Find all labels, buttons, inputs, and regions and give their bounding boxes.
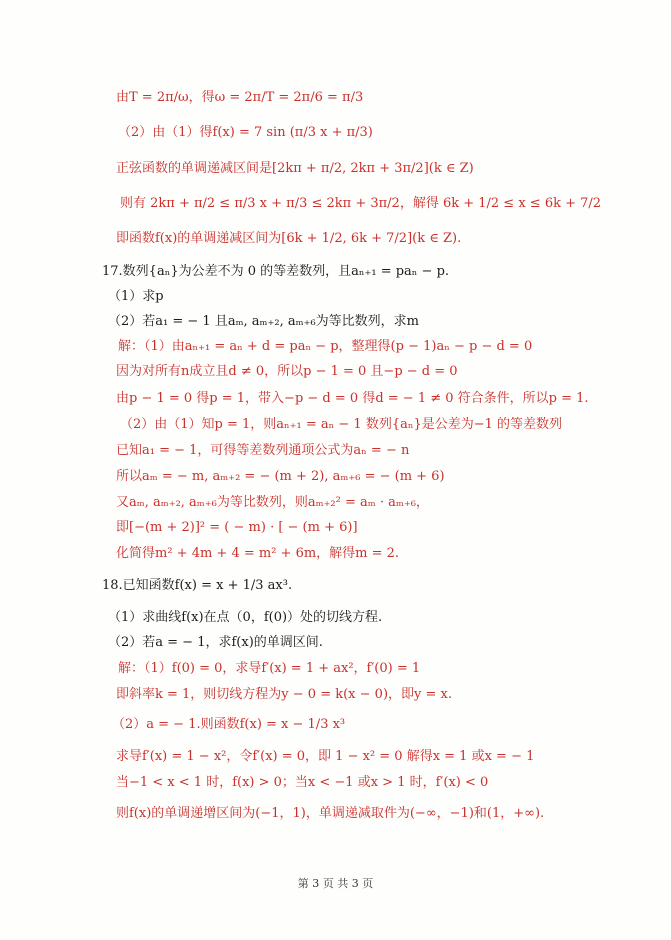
- solution-line: 则f(x)的单调递增区间为(−1，1)，单调递减取件为(−∞，−1)和(1，+∞).: [116, 806, 545, 821]
- solution-line: 解：（1）f(0) = 0，求导f′(x) = 1 + ax²，f′(0) = 1: [118, 661, 421, 676]
- problem-18-part2: （2）若a = − 1，求f(x)的单调区间.: [108, 635, 323, 650]
- solution-line: （2）a = − 1.则函数f(x) = x − 1/3 x³: [112, 717, 346, 732]
- text-line: 正弦函数的单调递减区间是[2kπ + π/2, 2kπ + 3π/2](k ∈ Z): [116, 161, 474, 176]
- solution-line: 即[−(m + 2)]² = ( − m) · [ − (m + 6)]: [116, 520, 358, 535]
- solution-line: （2）由（1）知p = 1，则aₙ₊₁ = aₙ − 1 数列{aₙ}是公差为−1 的等差数列: [120, 417, 563, 432]
- problem-17-part1: （1）求p: [108, 289, 164, 304]
- solution-line: 化简得m² + 4m + 4 = m² + 6m，解得m = 2.: [116, 546, 400, 561]
- problem-17-part2: （2）若a₁ = − 1 且aₘ, aₘ₊₂, aₘ₊₆为等比数列，求m: [108, 314, 419, 329]
- solution-line: 由p − 1 = 0 得p = 1，带入−p − d = 0 得d = − 1 ≠ 0 符合条件，所以p = 1.: [116, 391, 589, 406]
- solution-line: 所以aₘ = − m, aₘ₊₂ = − (m + 2), aₘ₊₆ = − (m + 6): [116, 469, 445, 484]
- page-footer: 第 3 页 共 3 页: [297, 877, 374, 890]
- solution-line: 解：（1）由aₙ₊₁ = aₙ + d = paₙ − p，整理得(p − 1)aₙ − p − d = 0: [118, 339, 533, 354]
- text-line: （2）由（1）得f(x) = 7 sin (π/3 x + π/3): [118, 125, 373, 140]
- problem-18-part1: （1）求曲线f(x)在点（0，f(0)）处的切线方程.: [108, 610, 383, 625]
- solution-line: 求导f′(x) = 1 − x²，令f′(x) = 0，即 1 − x² = 0 解得x = 1 或x = − 1: [116, 749, 535, 764]
- text-line: 由T = 2π/ω，得ω = 2π/T = 2π/6 = π/3: [116, 90, 364, 105]
- text-line: 则有 2kπ + π/2 ≤ π/3 x + π/3 ≤ 2kπ + 3π/2，解得 6k + 1/2 ≤ x ≤ 6k + 7/2: [120, 196, 602, 211]
- solution-line: 当−1 < x < 1 时，f(x) > 0；当x < −1 或x > 1 时，f′(x) < 0: [116, 775, 489, 790]
- solution-line: 因为对所有n成立且d ≠ 0，所以p − 1 = 0 且−p − d = 0: [116, 364, 458, 379]
- solution-line: 已知a₁ = − 1，可得等差数列通项公式为aₙ = − n: [116, 443, 410, 458]
- solution-line: 又aₘ, aₘ₊₂, aₘ₊₆为等比数列，则aₘ₊₂² = aₘ · aₘ₊₆，: [116, 495, 429, 510]
- text-line: 即函数f(x)的单调递减区间为[6k + 1/2, 6k + 7/2](k ∈ Z).: [116, 231, 462, 246]
- problem-18-stem: 18.已知函数f(x) = x + 1/3 ax³.: [102, 578, 293, 593]
- solution-line: 即斜率k = 1，则切线方程为y − 0 = k(x − 0)，即y = x.: [116, 687, 452, 702]
- problem-17-stem: 17.数列{aₙ}为公差不为 0 的等差数列，且aₙ₊₁ = paₙ − p.: [102, 264, 450, 279]
